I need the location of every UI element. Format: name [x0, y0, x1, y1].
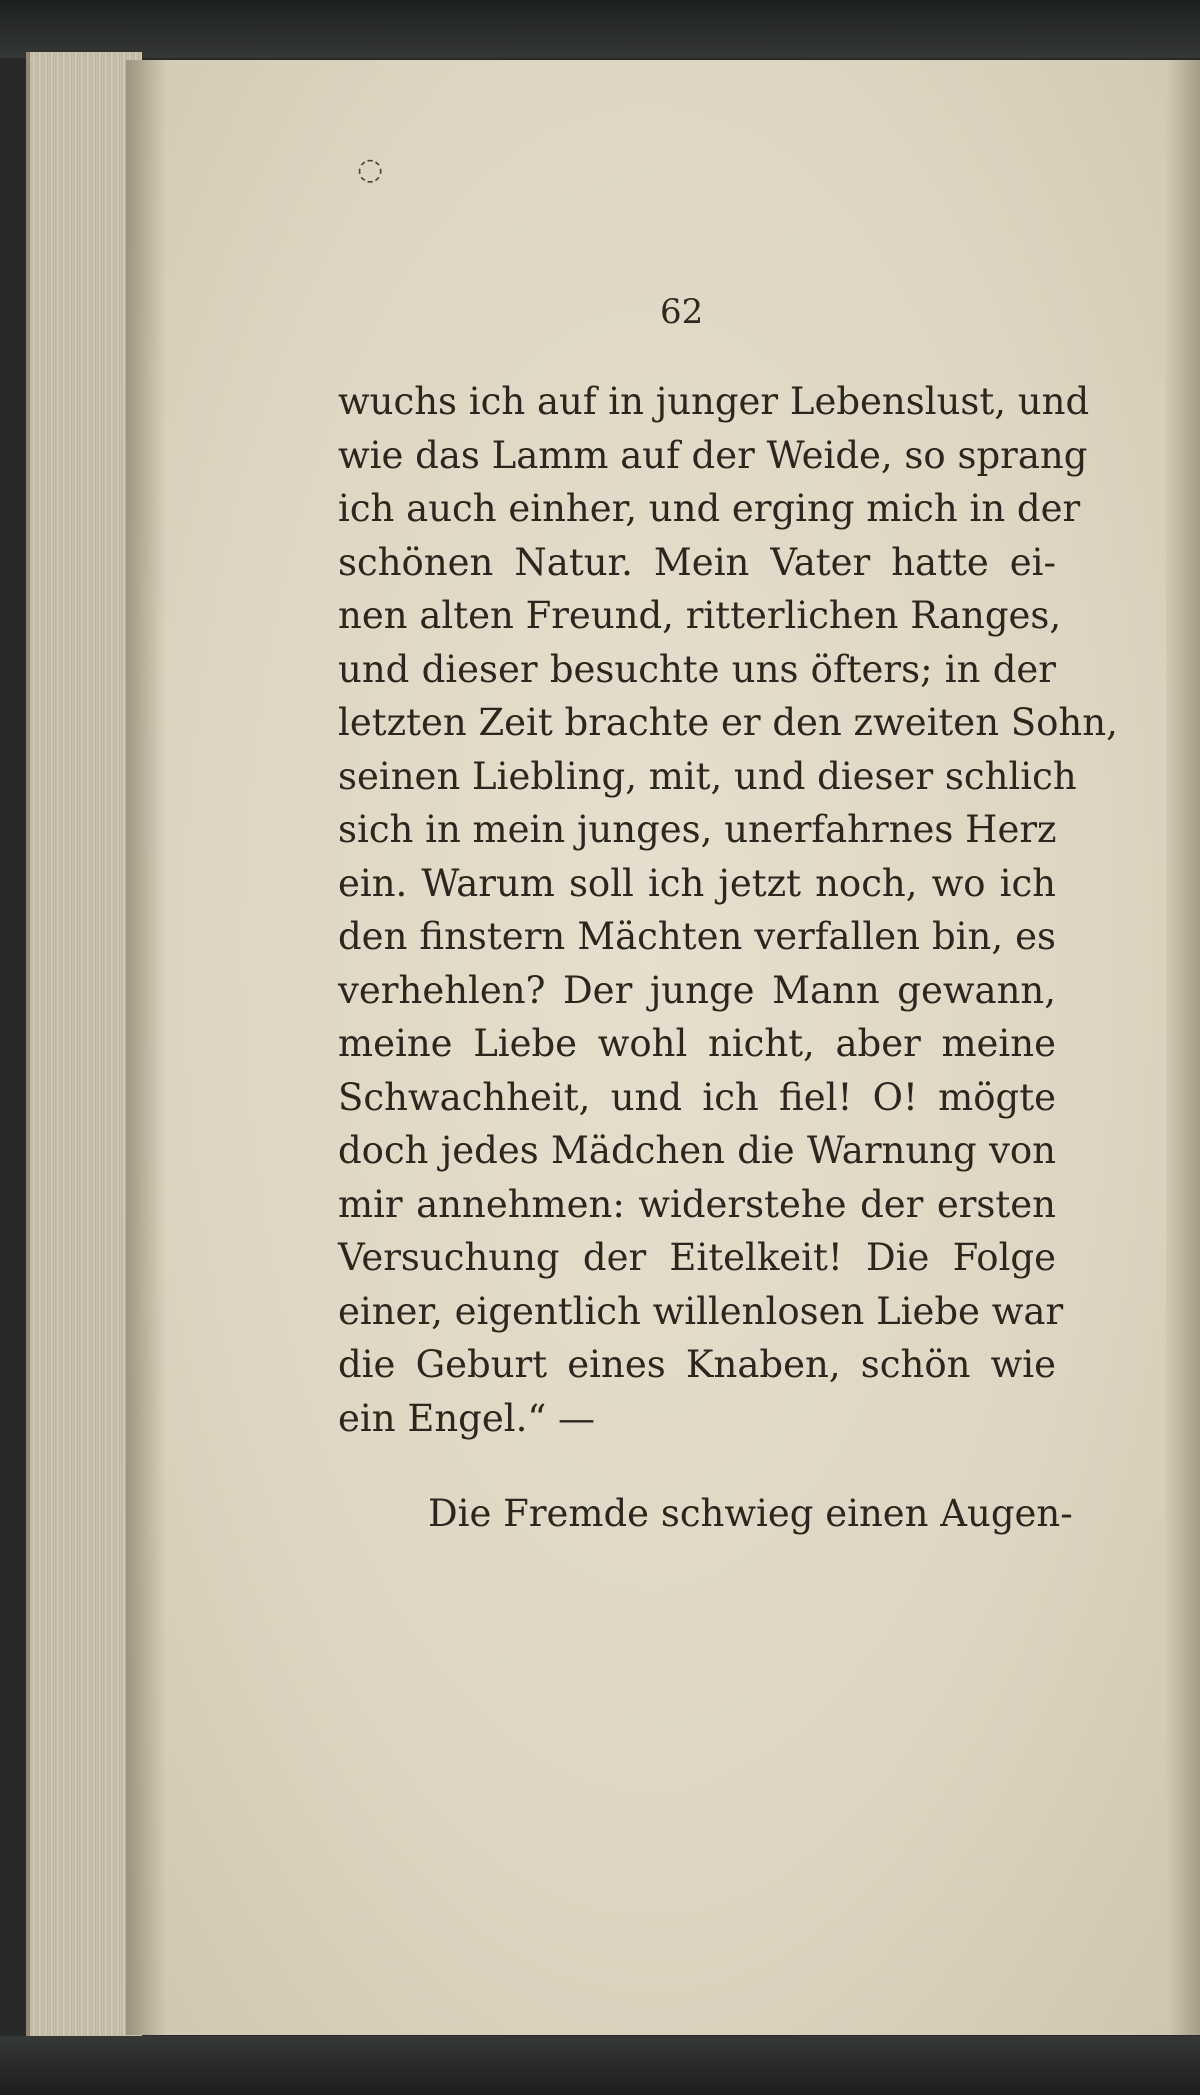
text-line: ich auch einher, und erging mich in der: [338, 487, 1081, 530]
text-line: Versuchung der Eitelkeit! Die Folge: [338, 1236, 1056, 1279]
text-line: den finstern Mächten verfallen bin, es: [338, 915, 1056, 958]
text-line: die Geburt eines Knaben, schön wie: [338, 1343, 1056, 1386]
text-line: einer, eigentlich willenlosen Liebe war: [338, 1289, 1064, 1333]
text-line: verhehlen? Der junge Mann gewann,: [338, 968, 1056, 1012]
text-line: wuchs ich auf in junger Lebenslust, und: [338, 380, 1090, 423]
gutter-shadow: [126, 60, 166, 2035]
text-line: ein Engel.“ —: [338, 1396, 596, 1440]
book-cover-top: [0, 0, 1200, 58]
text-line: doch jedes Mädchen die Warnung von: [338, 1129, 1056, 1172]
text-line: mir annehmen: widerstehe der ersten: [338, 1182, 1056, 1226]
book-cover-bottom: [0, 2036, 1200, 2095]
ink-ring-mark: ◌: [357, 152, 384, 187]
text-line: und dieser besuchte uns öfters; in der: [338, 647, 1056, 691]
text-line: meine Liebe wohl nicht, aber meine: [338, 1022, 1056, 1065]
text-line: letzten Zeit brachte er den zweiten Sohn,: [338, 701, 1118, 744]
body-text: [338, 375, 1118, 1541]
text-line: wie das Lamm auf der Weide, so sprang: [338, 433, 1088, 477]
text-line: nen alten Freund, ritterlichen Ranges,: [338, 594, 1062, 637]
text-line: seinen Liebling, mit, und dieser schlich: [338, 754, 1077, 798]
text-line: Schwachheit, und ich fiel! O! mögte: [338, 1075, 1056, 1119]
page-number: 62: [660, 292, 704, 332]
text-line: ein. Warum soll ich jetzt noch, wo ich: [338, 861, 1056, 905]
text-line: schönen Natur. Mein Vater hatte ei-: [338, 540, 1056, 584]
page-edges-stack: [26, 52, 142, 2042]
paragraph-gap: [338, 1445, 1056, 1487]
text-line: sich in mein junges, unerfahrnes Herz: [338, 808, 1057, 851]
paragraph-start-line: Die Fremde schwieg einen Augen-: [428, 1492, 1073, 1535]
page-right-edge: [1166, 60, 1200, 2035]
